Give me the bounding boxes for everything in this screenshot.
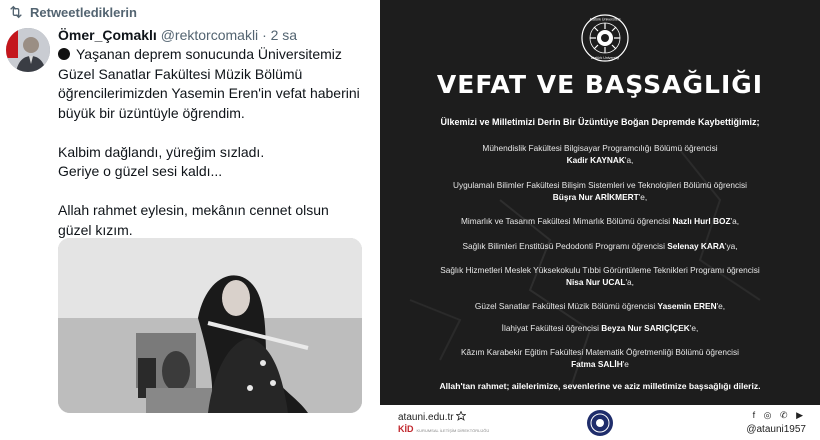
tweet-header (58, 27, 297, 43)
entry-suffix: 'e (622, 359, 629, 369)
poster-footer (380, 405, 820, 440)
star-icon (456, 411, 466, 421)
footer-university-logo (586, 409, 614, 437)
entry-text: Mimarlık ve Tasarım Fakültesi Mimarlık Bölümü öğrencisi (460, 216, 673, 226)
entry-suffix: 'a, (730, 216, 740, 226)
tweet-time[interactable]: · 2 sa (262, 27, 298, 43)
footer-handle[interactable]: @atauni1957 (746, 424, 806, 435)
entry-text: İlahiyat Fakültesi öğrencisi (501, 323, 602, 333)
memorial-entry (390, 346, 810, 370)
entry-name: Kadir KAYNAK (566, 155, 625, 165)
entry-suffix: 'a, (624, 155, 634, 165)
memorial-entry (390, 240, 810, 252)
entry-text: Güzel Sanatlar Fakültesi Müzik Bölümü öğrencisi (474, 301, 658, 311)
tweet-paragraph-2b: Geriye o güzel sesi kaldı... (58, 163, 223, 179)
footer-url-row (398, 411, 466, 423)
footer-kid-logo (398, 424, 489, 434)
retweet-label: Retweetlediklerin (30, 4, 137, 20)
entry-name: Nazlı Hurl BOZ (672, 216, 731, 226)
tweet-paragraph-3: Allah rahmet eylesin, mekânın cennet olsun güzel kızım. (58, 202, 329, 238)
memorial-entry (390, 215, 810, 227)
memorial-entry (390, 322, 810, 334)
retweet-icon (8, 4, 24, 20)
entry-text: Sağlık Hizmetleri Meslek Yüksekokulu Tıbbi Görüntüleme Teknikleri Programı öğrencisi (440, 265, 760, 275)
footer-url[interactable]: atauni.edu.tr (398, 412, 454, 423)
entry-text: Kâzım Karabekir Eğitim Fakültesi Matematik Öğretmenliği Bölümü öğrencisi (460, 347, 740, 357)
kid-subtext: KURUMSAL İLETİŞİM DİREKTÖRLÜĞÜ (416, 428, 490, 433)
memorial-intro: Ülkemizi ve Milletimizi Derin Bir Üzüntüye Boğan Depremde Kaybettiğimiz; (440, 117, 760, 127)
tweet-paragraph-1: Yaşanan deprem sonucunda Üniversitemiz Güzel Sanatlar Fakültesi Müzik Bölümü öğrencilerimizden Yasemin Eren'in vefat haberini büyük bir üzüntüyle öğrendim. (58, 46, 360, 121)
entry-suffix: 'e, (716, 301, 726, 311)
memorial-entry (390, 179, 810, 203)
entry-name: Beyza Nur SARIÇİÇEK (601, 323, 690, 333)
memorial-closing: Allah'tan rahmet; ailelerimize, sevenlerine ve aziz milletimize başsağlığı dileriz. (439, 381, 761, 391)
memorial-entry (390, 142, 810, 166)
seal-text-top: Atatürk Üniversitesi (589, 17, 621, 22)
memorial-poster (380, 0, 820, 440)
entry-text: Uygulamalı Bilimler Fakültesi Bilişim Sistemleri ve Teknolojileri Bölümü öğrencisi (452, 180, 748, 190)
social-icons[interactable]: f ◎ ✆ ▶ (752, 410, 806, 420)
entry-name: Yasemin EREN (657, 301, 717, 311)
university-seal (581, 14, 629, 62)
kid-text: KİD (398, 424, 414, 434)
tweet-photo[interactable] (58, 238, 362, 413)
avatar[interactable] (6, 28, 50, 72)
black-circle-icon (58, 48, 70, 60)
author-handle[interactable]: @rektorcomakli (160, 27, 259, 43)
entry-name: Nisa Nur UCAL (566, 277, 626, 287)
seal-text-bottom: Atatürk University (590, 56, 620, 60)
entry-name: Büşra Nur ARİKMERT (552, 192, 639, 202)
entry-suffix: 'e, (689, 323, 699, 333)
tweet-text (58, 45, 363, 260)
entry-suffix: 'ya, (724, 241, 738, 251)
entry-text: Mühendislik Fakültesi Bilgisayar Programcılığı Bölümü öğrencisi (482, 143, 718, 153)
memorial-entry (390, 264, 810, 288)
retweet-indicator[interactable] (8, 4, 137, 20)
memorial-title: VEFAT VE BAŞSAĞLIĞI (436, 70, 764, 99)
entry-text: Sağlık Bilimleri Enstitüsü Pedodonti Programı öğrencisi (462, 241, 668, 251)
entry-name: Selenay KARA (667, 241, 725, 251)
tweet-card[interactable] (0, 0, 370, 440)
entry-name: Fatma SALİH (571, 359, 623, 369)
entry-suffix: 'e, (638, 192, 648, 202)
memorial-entry (390, 300, 810, 312)
tweet-paragraph-2a: Kalbim dağlandı, yüreğim sızladı. (58, 143, 265, 160)
author-name[interactable]: Ömer_Çomaklı (58, 27, 157, 43)
entry-suffix: 'a, (625, 277, 634, 287)
